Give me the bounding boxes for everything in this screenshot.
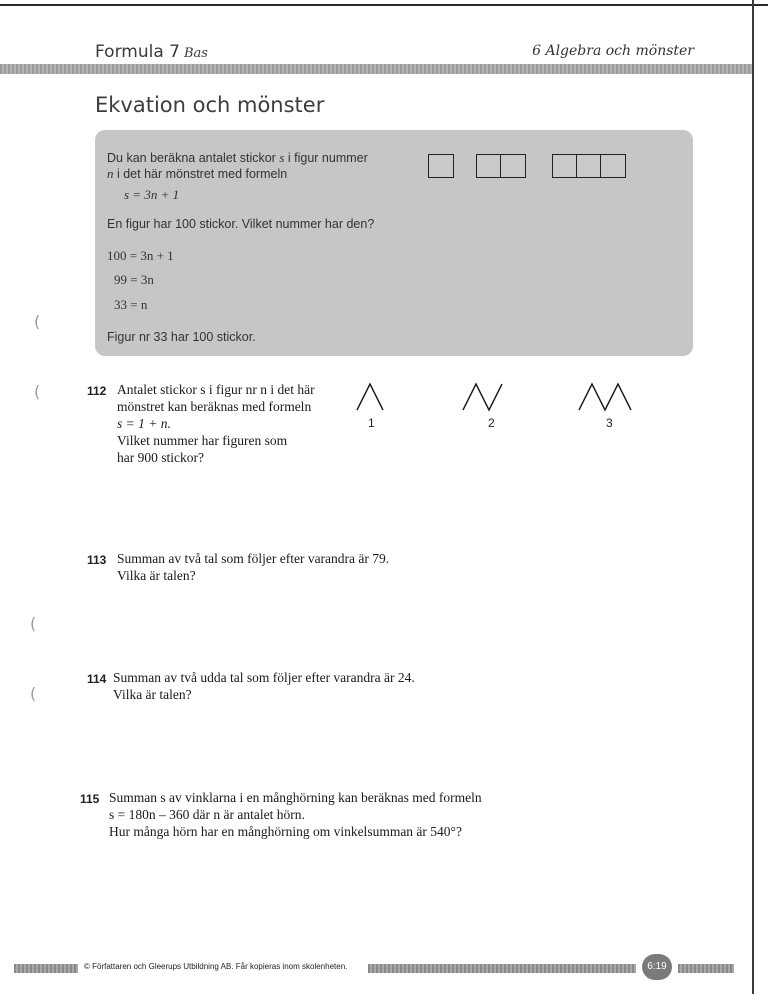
pattern-square	[476, 154, 502, 178]
zigzag-pattern-figures	[340, 380, 670, 412]
variable-s: s	[279, 150, 285, 165]
figure-label-2: 2	[488, 416, 495, 430]
problem-112-text	[117, 381, 315, 466]
footer-copyright: © Författaren och Gleerups Utbildning AB. Får kopieras inom skolenheten.	[84, 962, 348, 971]
problem-number: 115	[80, 792, 100, 806]
problem-line: Hur många hörn har en månghörning om vinkelsumman är 540°?	[109, 824, 462, 839]
problem-line: s = 180n – 360 där n är antalet hörn.	[109, 807, 305, 822]
example-intro-text: Du kan beräkna antalet stickor	[107, 151, 276, 165]
zigzag-figure-2	[463, 384, 502, 410]
right-border	[752, 0, 754, 994]
pattern-square	[600, 154, 626, 178]
problem-number: 114	[87, 672, 107, 686]
problem-line: s = 1 + n.	[117, 416, 171, 431]
figure-label-3: 3	[606, 416, 613, 430]
chapter-title: 6 Algebra och mönster	[532, 43, 694, 59]
footer-bar	[678, 964, 734, 973]
problem-line: Vilka är talen?	[113, 687, 192, 702]
problem-line: mönstret kan beräknas med formeln	[117, 399, 312, 414]
section-title: Ekvation och mönster	[95, 93, 325, 117]
figure-label-1: 1	[368, 416, 375, 430]
header-bar	[0, 64, 752, 74]
top-border	[0, 4, 768, 6]
problem-line: Vilket nummer har figuren som	[117, 433, 288, 448]
example-step-2: 99 = 3n	[114, 272, 154, 287]
example-intro-text: i figur nummer	[287, 151, 368, 165]
example-intro-line1	[107, 150, 368, 166]
zigzag-figure-1	[357, 384, 383, 410]
pattern-square	[428, 154, 454, 178]
variable-n: n	[107, 166, 114, 181]
example-intro-line2	[107, 166, 287, 182]
example-intro-text: i det här mönstret med formeln	[116, 167, 288, 181]
page-number-badge: 6:19	[642, 954, 672, 980]
problem-number: 113	[87, 553, 107, 567]
problem-113-text	[117, 550, 389, 584]
binder-hole-mark: (	[30, 614, 37, 633]
example-step-1: 100 = 3n + 1	[107, 248, 174, 263]
example-step-3: 33 = n	[114, 297, 148, 312]
pattern-square	[552, 154, 578, 178]
binder-hole-mark: (	[34, 312, 41, 331]
example-question: En figur har 100 stickor. Vilket nummer har den?	[107, 217, 375, 231]
pattern-square	[576, 154, 602, 178]
example-answer: Figur nr 33 har 100 stickor.	[107, 330, 256, 344]
example-formula: s = 3n + 1	[124, 187, 180, 202]
footer-bar	[368, 964, 636, 973]
problem-line: Antalet stickor s i figur nr n i det här	[117, 382, 315, 397]
problem-line: Summan s av vinklarna i en månghörning kan beräknas med formeln	[109, 790, 482, 805]
footer-bar	[14, 964, 78, 973]
book-subtitle: Bas	[183, 46, 208, 61]
problem-number: 112	[87, 384, 107, 398]
problem-115-text	[109, 789, 482, 840]
problem-line: Summan av två tal som följer efter varandra är 79.	[117, 551, 390, 566]
pattern-square	[500, 154, 526, 178]
binder-hole-mark: (	[34, 382, 41, 401]
binder-hole-mark: (	[30, 684, 37, 703]
problem-114-text	[113, 669, 415, 703]
problem-line: Vilka är talen?	[117, 568, 196, 583]
problem-line: har 900 stickor?	[117, 450, 204, 465]
book-title-text: Formula 7	[95, 42, 180, 62]
problem-line: Summan av två udda tal som följer efter varandra är 24.	[113, 670, 415, 685]
book-title	[95, 42, 208, 62]
zigzag-figure-3	[579, 384, 631, 410]
